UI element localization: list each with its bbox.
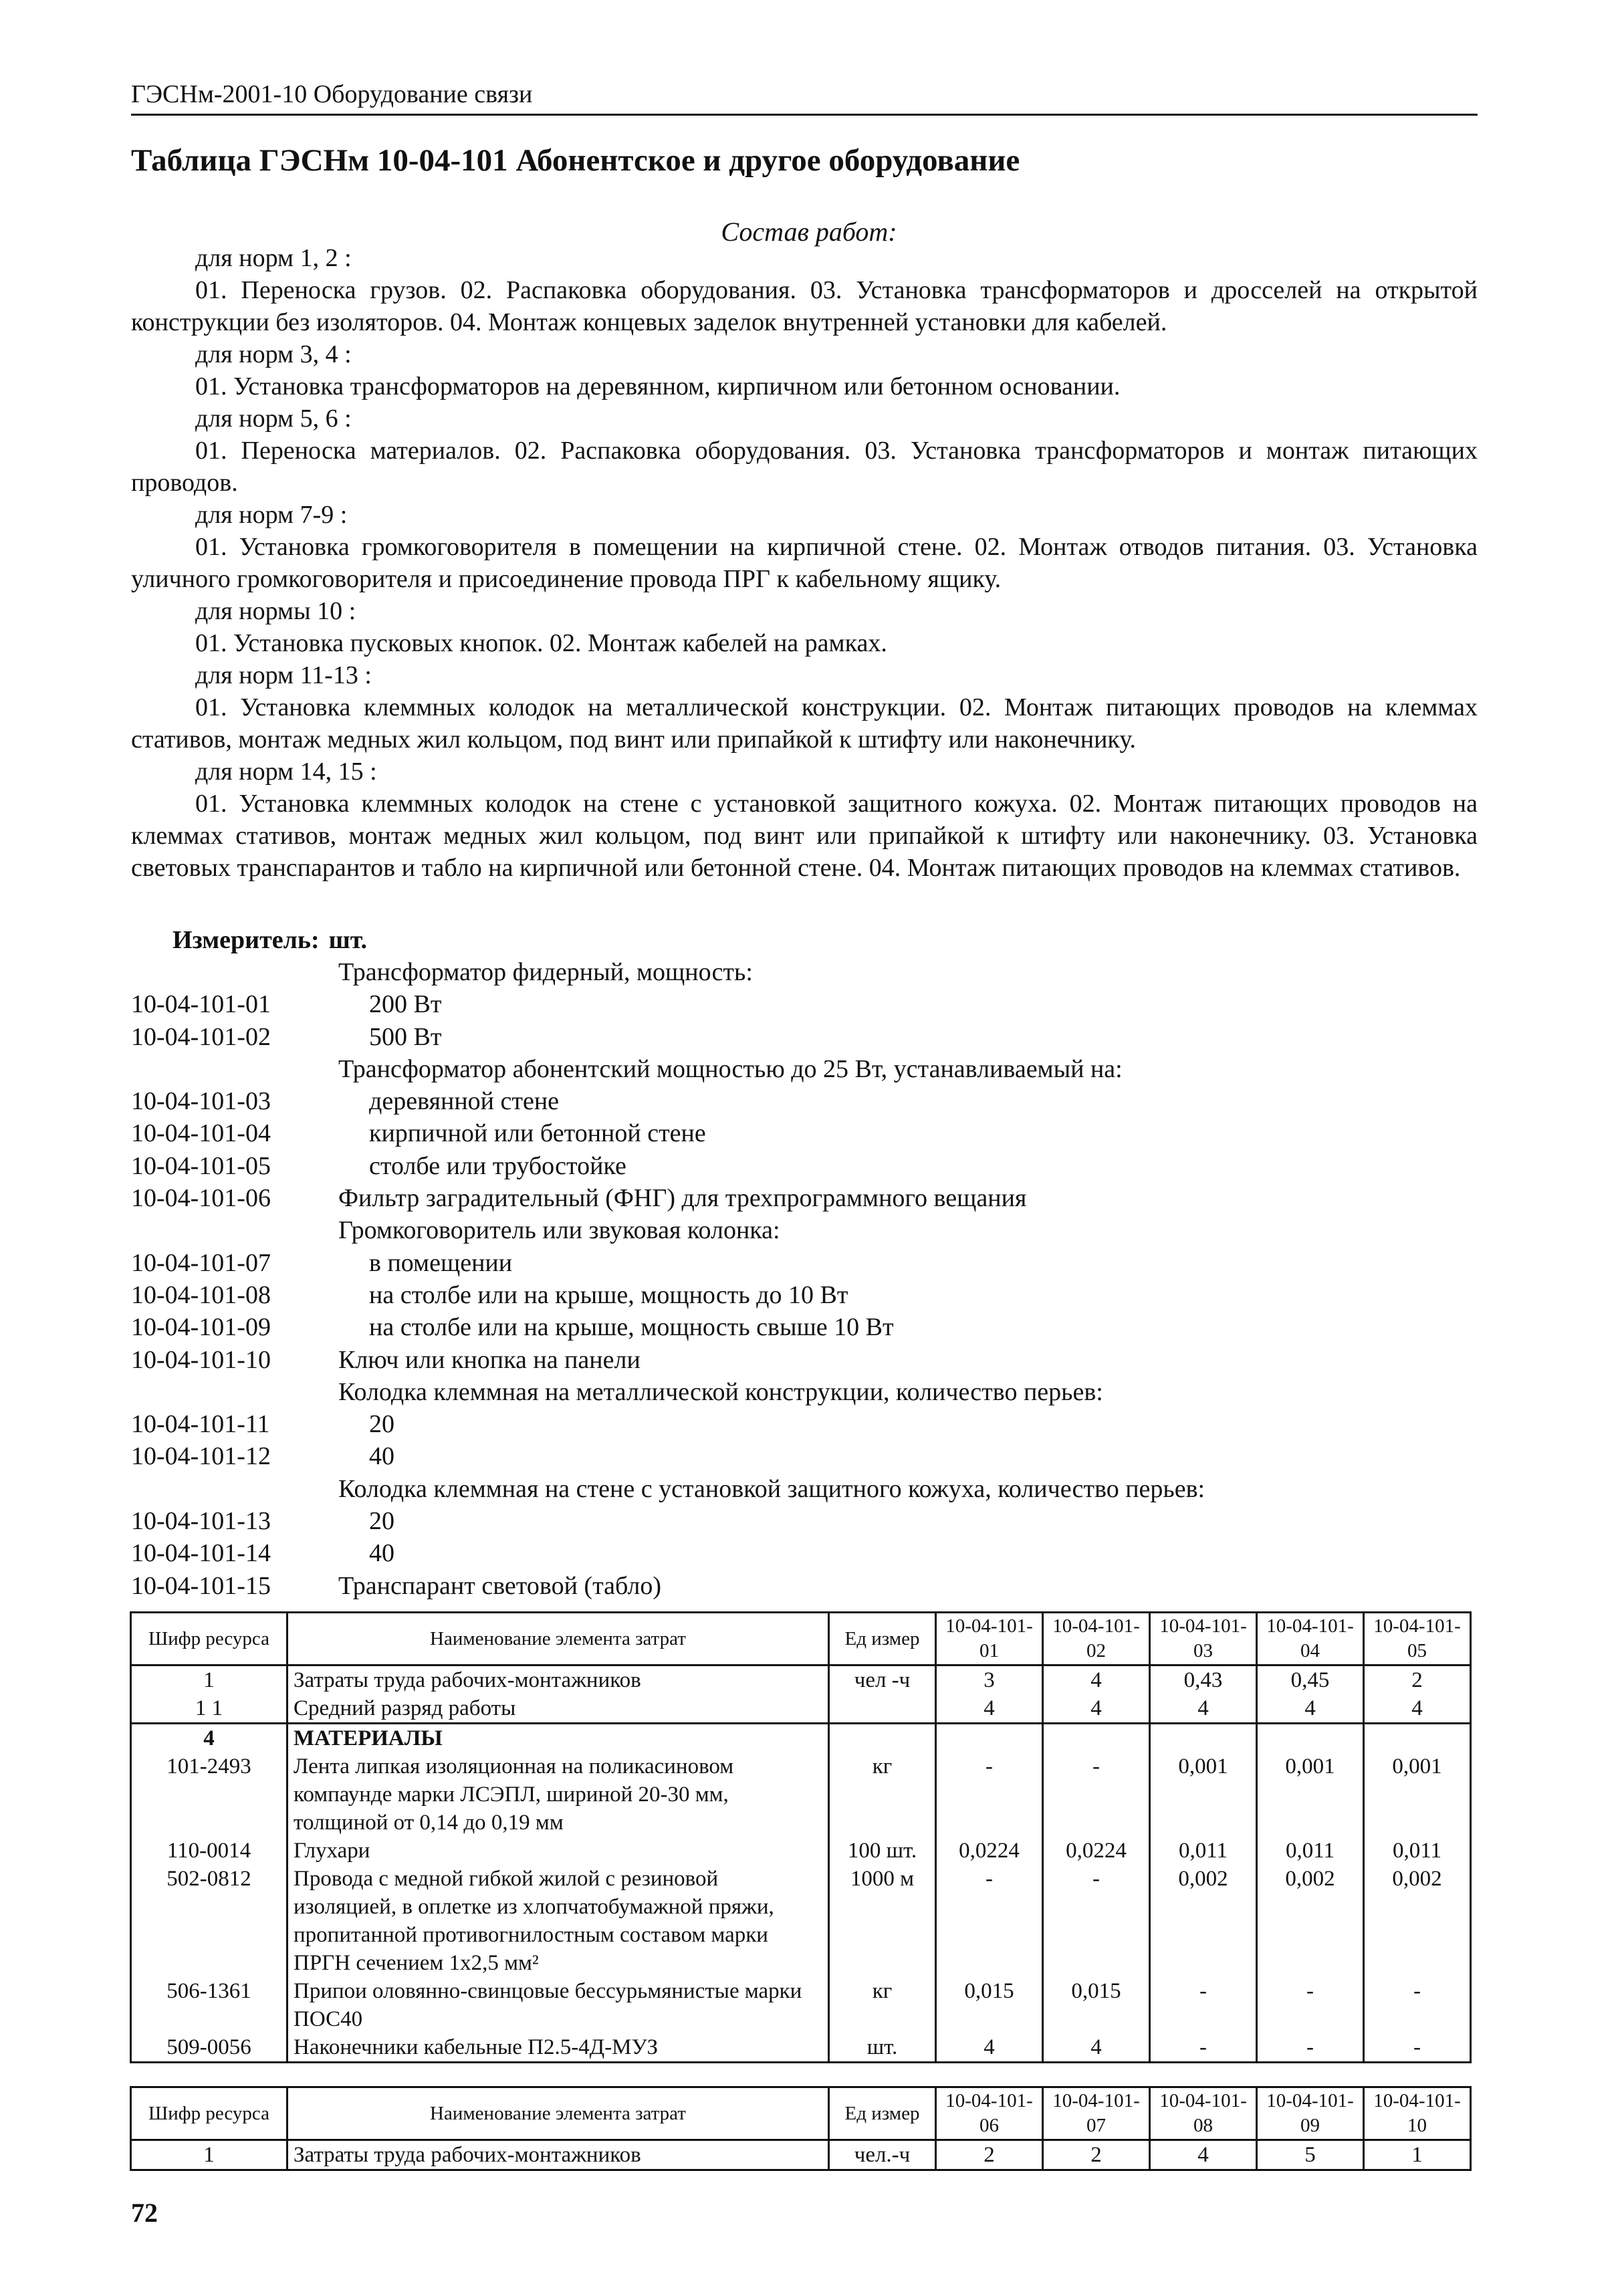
norm-value: 0,001 [1364, 1752, 1471, 1837]
norm-group-text: 01. Установка клеммных колодок на металлической конструкции. 02. Монтаж питающих проводов на клеммах стативов, монтаж медных жил кольцом, под винт или припайкой к штифту или наконечнику. [131, 693, 1478, 754]
norm-value: 1 [1364, 2140, 1471, 2170]
norm-value: 0,0224 [1043, 1837, 1150, 1865]
norm-code: 10-04-101-12 [131, 1442, 271, 1471]
norm-value: 0,0224 [936, 1837, 1043, 1865]
norm-code-row [131, 1085, 1478, 1117]
norm-code: 10-04-101-04 [131, 1119, 271, 1148]
cost-element-name: Наконечники кабельные П2.5-4Д-МУЗ [287, 2033, 829, 2063]
norm-group-text: 01. Переноска материалов. 02. Распаковка оборудования. 03. Установка трансформаторов и монтаж питающих проводов. [131, 437, 1478, 497]
cost-element-name: Затраты труда рабочих-монтажников [287, 1666, 829, 1695]
composition-of-work [131, 242, 1478, 884]
cost-element-name: Средний разряд работы [287, 1694, 829, 1724]
norm-code: 10-04-101-06 [131, 1184, 271, 1213]
norm-description: Трансформатор фидерный, мощность: [338, 958, 753, 986]
column-header: Ед измер [829, 1613, 936, 1666]
table-row [131, 1724, 1471, 1753]
norm-code: 10-04-101-01 [131, 990, 271, 1019]
norm-value: - [936, 1752, 1043, 1837]
column-header: 10-04-101-08 [1150, 2087, 1257, 2140]
norm-value: - [1364, 2033, 1471, 2063]
norm-code [131, 1214, 338, 1246]
unit-of-measure [829, 1694, 936, 1724]
table-row [131, 1977, 1471, 2033]
table-header-row [131, 2087, 1471, 2140]
table-row [131, 1694, 1471, 1724]
page-number: 72 [131, 2198, 158, 2228]
norm-value: 4 [1043, 1666, 1150, 1695]
norm-code-row [131, 1117, 1478, 1149]
resource-code: 101-2493 [131, 1752, 287, 1837]
norm-description: Громкоговоритель или звуковая колонка: [338, 1216, 780, 1245]
table-row [131, 1666, 1471, 1695]
table-row [131, 1752, 1471, 1837]
norm-value: 0,45 [1257, 1666, 1364, 1695]
norm-description: Колодка клеммная на стене с установкой защитного кожуха, количество перьев: [338, 1474, 1205, 1503]
norm-code-row [131, 1214, 1478, 1246]
norm-description: Колодка клеммная на металлической конструкции, количество перьев: [338, 1377, 1103, 1406]
norm-group-text: 01. Установка клеммных колодок на стене с установкой защитного кожуха. 02. Монтаж питающих проводов на клеммах стативов, монтаж медных жил кольцом, под винт или припайкой к штифту или наконечнику. 03. Установка световых транспарантов и табло на кирпичной или бетонной стене. 04. Монтаж питающих проводов на клеммах стативов. [131, 790, 1478, 882]
norm-group-text: 01. Установка громкоговорителя в помещении на кирпичной стене. 02. Монтаж отводов питания. 03. Установка уличного громкоговорителя и присоединение провода ПРГ к кабельному ящику. [131, 533, 1478, 593]
cost-element-name: МАТЕРИАЛЫ [287, 1724, 829, 1753]
norm-code: 10-04-101-10 [131, 1345, 271, 1374]
cost-element-name: Провода с медной гибкой жилой с резиновой изоляцией, в оплетке из хлопчатобумажной пряжи, пропитанной противогнилостным составом марки ПРГН сечением 1х2,5 мм² [287, 1865, 829, 1977]
norm-description: Транспарант световой (табло) [338, 1571, 662, 1600]
norm-code-row [131, 1505, 1478, 1537]
column-header: 10-04-101-07 [1043, 2087, 1150, 2140]
norm-description: деревянной стене [369, 1087, 560, 1116]
norm-codes-list [131, 956, 1478, 1602]
norm-value: 5 [1257, 2140, 1364, 2170]
norm-value: 4 [1043, 2033, 1150, 2063]
norm-value: 0,011 [1150, 1837, 1257, 1865]
table-header-row [131, 1613, 1471, 1666]
norm-value: 2 [1364, 1666, 1471, 1695]
norm-group-label: для норм 5, 6 : [195, 405, 352, 433]
resource-table-1 [130, 1611, 1472, 2063]
norm-code-row [131, 1570, 1478, 1602]
norm-group-label: для нормы 10 : [195, 597, 356, 625]
norm-code-row [131, 1053, 1478, 1085]
norm-value: 0,011 [1257, 1837, 1364, 1865]
unit-of-measure: кг [829, 1977, 936, 2033]
norm-description: на столбе или на крыше, мощность до 10 Вт [369, 1280, 848, 1309]
norm-code-row [131, 1247, 1478, 1279]
norm-value: 0,015 [1043, 1977, 1150, 2033]
norm-description: на столбе или на крыше, мощность свыше 10 Вт [369, 1313, 894, 1342]
norm-group-text: 01. Установка пусковых кнопок. 02. Монтаж кабелей на рамках. [195, 629, 887, 657]
table-row [131, 1837, 1471, 1865]
table-row [131, 2033, 1471, 2063]
norm-group-label: для норм 14, 15 : [195, 758, 377, 786]
norm-code: 10-04-101-11 [131, 1410, 270, 1439]
norm-value: 3 [936, 1666, 1043, 1695]
norm-code: 10-04-101-15 [131, 1571, 271, 1600]
norm-description: Фильтр заградительный (ФНГ) для трехпрограммного вещания [338, 1184, 1027, 1213]
column-header: 10-04-101-04 [1257, 1613, 1364, 1666]
column-header: Шифр ресурса [131, 1613, 287, 1666]
norm-value: 0,002 [1150, 1865, 1257, 1977]
norm-value: 0,43 [1150, 1666, 1257, 1695]
norm-value: 0,002 [1364, 1865, 1471, 1977]
norm-group-text: 01. Переноска грузов. 02. Распаковка оборудования. 03. Установка трансформаторов и дросселей на открытой конструкции без изоляторов. 04. Монтаж концевых заделок внутренней установки для кабелей. [131, 276, 1478, 336]
column-header: 10-04-101-01 [936, 1613, 1043, 1666]
norm-description: Трансформатор абонентский мощностью до 25 Вт, устанавливаемый на: [338, 1054, 1123, 1083]
norm-value: 4 [1257, 1694, 1364, 1724]
norm-code-row [131, 1311, 1478, 1343]
norm-code: 10-04-101-05 [131, 1151, 271, 1180]
cost-element-name: Припои оловянно-свинцовые бессурьмянистые марки ПОС40 [287, 1977, 829, 2033]
norm-code [131, 1376, 338, 1408]
unit-of-measure: 100 шт. [829, 1837, 936, 1865]
cost-element-name: Затраты труда рабочих-монтажников [287, 2140, 829, 2170]
norm-code: 10-04-101-08 [131, 1280, 271, 1309]
unit-of-measure [829, 1724, 936, 1753]
norm-code [131, 1473, 338, 1505]
unit-of-measure: чел.-ч [829, 2140, 936, 2170]
norm-value: - [1257, 2033, 1364, 2063]
norm-group-label: для норм 7-9 : [195, 501, 348, 529]
column-header: 10-04-101-03 [1150, 1613, 1257, 1666]
resource-code: 110-0014 [131, 1837, 287, 1865]
norm-description: 20 [369, 1410, 394, 1439]
norm-value [936, 1724, 1043, 1753]
norm-code-row [131, 1344, 1478, 1376]
norm-value: - [1150, 2033, 1257, 2063]
norm-value: - [1150, 1977, 1257, 2033]
unit-of-measure: чел -ч [829, 1666, 936, 1695]
resource-code: 1 [131, 2140, 287, 2170]
unit-of-measure: кг [829, 1752, 936, 1837]
resource-code: 1 [131, 1666, 287, 1695]
cost-element-name: Лента липкая изоляционная на поликасиновом компаунде марки ЛСЭПЛ, шириной 20-30 мм, толщиной от 0,14 до 0,19 мм [287, 1752, 829, 1837]
norm-code: 10-04-101-09 [131, 1313, 271, 1342]
norm-description: 500 Вт [369, 1022, 442, 1051]
norm-code [131, 956, 338, 988]
table-title: Таблица ГЭСНм 10-04-101 Абонентское и другое оборудование [131, 143, 1020, 178]
column-header: Шифр ресурса [131, 2087, 287, 2140]
norm-value [1364, 1724, 1471, 1753]
norm-group-text: 01. Установка трансформаторов на деревянном, кирпичном или бетонном основании. [195, 372, 1121, 400]
norm-value: 4 [936, 2033, 1043, 2063]
norm-value [1043, 1724, 1150, 1753]
unit-of-measure: 1000 м [829, 1865, 936, 1977]
column-header: 10-04-101-02 [1043, 1613, 1150, 1666]
norm-code [131, 1053, 338, 1085]
unit-of-measure: шт. [829, 2033, 936, 2063]
norm-value: 4 [1150, 1694, 1257, 1724]
norm-description: 40 [369, 1442, 394, 1471]
norm-value: 0,015 [936, 1977, 1043, 2033]
norm-value: 0,001 [1150, 1752, 1257, 1837]
norm-value: - [1257, 1977, 1364, 2033]
resource-table-2 [130, 2086, 1472, 2171]
norm-value: - [1043, 1865, 1150, 1977]
measure-unit: шт. [328, 926, 368, 954]
norm-group-label: для норм 3, 4 : [195, 340, 352, 368]
resource-code: 1 1 [131, 1694, 287, 1724]
norm-description: кирпичной или бетонной стене [369, 1119, 706, 1148]
norm-code-row [131, 988, 1478, 1020]
norm-value [1257, 1724, 1364, 1753]
norm-code-row [131, 1473, 1478, 1505]
resource-code: 4 [131, 1724, 287, 1753]
norm-code: 10-04-101-03 [131, 1087, 271, 1116]
norm-value: 0,002 [1257, 1865, 1364, 1977]
norm-code: 10-04-101-02 [131, 1022, 271, 1051]
resource-code: 509-0056 [131, 2033, 287, 2063]
norm-value: - [936, 1865, 1043, 1977]
norm-code-row [131, 1440, 1478, 1472]
table-row [131, 1865, 1471, 1977]
norm-group-label: для норм 11-13 : [195, 661, 372, 689]
norm-code-row [131, 1376, 1478, 1408]
norm-description: 20 [369, 1507, 394, 1536]
column-header: 10-04-101-06 [936, 2087, 1043, 2140]
norm-code-row [131, 1537, 1478, 1569]
column-header: Наименование элемента затрат [287, 1613, 829, 1666]
norm-code: 10-04-101-13 [131, 1507, 271, 1536]
norm-code: 10-04-101-07 [131, 1248, 271, 1277]
norm-code-row [131, 1279, 1478, 1311]
norm-group-label: для норм 1, 2 : [195, 244, 352, 272]
composition-heading: Состав работ: [721, 217, 897, 247]
norm-value: 2 [1043, 2140, 1150, 2170]
column-header: 10-04-101-09 [1257, 2087, 1364, 2140]
norm-description: в помещении [369, 1248, 513, 1277]
table-row [131, 2140, 1471, 2170]
resource-code: 506-1361 [131, 1977, 287, 2033]
measure-line [172, 924, 367, 956]
norm-value: 0,001 [1257, 1752, 1364, 1837]
resource-code: 502-0812 [131, 1865, 287, 1977]
norm-description: Ключ или кнопка на панели [338, 1345, 641, 1374]
norm-value: 0,011 [1364, 1837, 1471, 1865]
norm-description: 40 [369, 1539, 394, 1568]
norm-value: 4 [1043, 1694, 1150, 1724]
norm-code-row [131, 1021, 1478, 1053]
norm-value [1150, 1724, 1257, 1753]
column-header: 10-04-101-05 [1364, 1613, 1471, 1666]
norm-code-row [131, 1150, 1478, 1182]
column-header: 10-04-101-10 [1364, 2087, 1471, 2140]
norm-code-row [131, 1182, 1478, 1214]
norm-value: - [1364, 1977, 1471, 2033]
norm-value: - [1043, 1752, 1150, 1837]
measure-label: Измеритель: [172, 926, 320, 954]
column-header: Наименование элемента затрат [287, 2087, 829, 2140]
norm-value: 4 [1150, 2140, 1257, 2170]
column-header: Ед измер [829, 2087, 936, 2140]
norm-value: 2 [936, 2140, 1043, 2170]
norm-description: 200 Вт [369, 990, 442, 1019]
norm-code-row [131, 1408, 1478, 1440]
cost-element-name: Глухари [287, 1837, 829, 1865]
norm-value: 4 [936, 1694, 1043, 1724]
norm-code-row [131, 956, 1478, 988]
norm-value: 4 [1364, 1694, 1471, 1724]
running-head: ГЭСНм-2001-10 Оборудование связи [131, 79, 1478, 116]
norm-code: 10-04-101-14 [131, 1539, 271, 1568]
norm-description: столбе или трубостойке [369, 1151, 626, 1180]
